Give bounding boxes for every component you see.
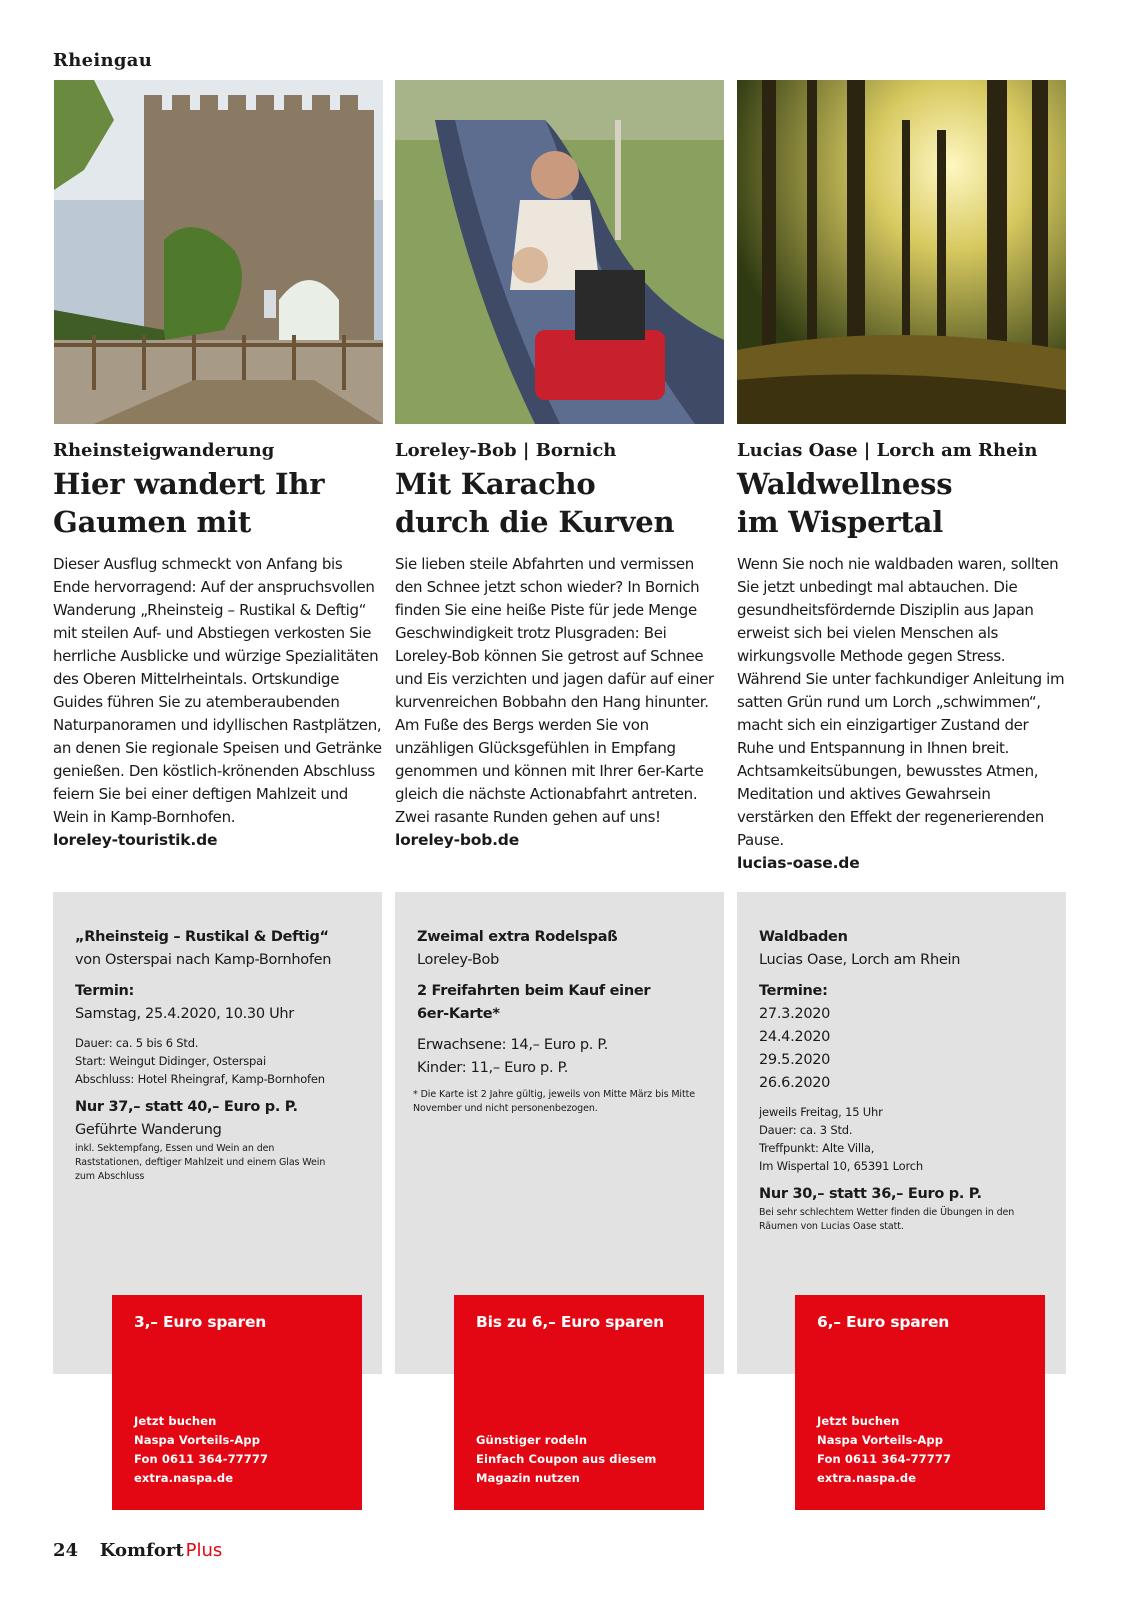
page-footer (53, 1540, 222, 1561)
headline: Mit Karacho durch die Kurven (395, 467, 675, 539)
footnote: * Die Karte ist 2 Jahre gültig, jeweils von Mitte März bis Mitte November und nicht personenbezogen. (413, 1089, 695, 1114)
price-children: Kinder: 11,– Euro p. P. (417, 1060, 569, 1076)
offer-title: „Rheinsteig – Rustikal & Deftig“ (75, 929, 329, 945)
date: 27.3.2020 (759, 1006, 831, 1022)
detail-line: Start: Weingut Didinger, Osterspai (75, 1054, 266, 1068)
offer-note: Bei sehr schlechtem Wetter finden die Übungen in den Räumen von Lucias Oase statt. (759, 1207, 1015, 1232)
website-link[interactable]: lucias-oase.de (737, 854, 860, 872)
toboggan-photo (395, 80, 724, 424)
detail-line: Dauer: ca. 5 bis 6 Std. (75, 1036, 199, 1050)
offer-price: Nur 30,– statt 36,– Euro p. P. (759, 1186, 982, 1202)
magazine-brand-plus: Plus (185, 1540, 223, 1561)
save-label: Bis zu 6,– Euro sparen (476, 1313, 664, 1331)
offer-price: Nur 37,– statt 40,– Euro p. P. (75, 1099, 298, 1115)
detail-line: Dauer: ca. 3 Std. (759, 1123, 853, 1137)
save-label: 3,– Euro sparen (134, 1313, 267, 1331)
termin-label: Termine: (759, 983, 828, 999)
website-link[interactable]: loreley-touristik.de (53, 831, 218, 849)
offer-title: Waldbaden (759, 929, 848, 945)
booking-info: Jetzt buchen Naspa Vorteils-App Fon 0611 364-77777 extra.naspa.de (817, 1414, 952, 1485)
offer-subtitle: Loreley-Bob (417, 952, 499, 968)
article-rheinsteig (53, 440, 382, 852)
detail-line: jeweils Freitag, 15 Uhr (759, 1105, 883, 1119)
date: 29.5.2020 (759, 1052, 831, 1068)
save-label: 6,– Euro sparen (817, 1313, 950, 1331)
coupon-loreley-bob[interactable] (454, 1295, 704, 1510)
termin-value: Samstag, 25.4.2020, 10.30 Uhr (75, 1006, 294, 1022)
coupon-waldbaden[interactable] (795, 1295, 1045, 1510)
headline: Hier wandert Ihr Gaumen mit (53, 467, 325, 539)
detail-line: Abschluss: Hotel Rheingraf, Kamp-Bornhofen (75, 1072, 325, 1086)
forest-photo (737, 80, 1066, 424)
offer-note: inkl. Sektempfang, Essen und Wein an den Raststationen, deftiger Mahlzeit und einem Glas Wein zum Abschluss (75, 1143, 326, 1182)
offer-subtitle: Lucias Oase, Lorch am Rhein (759, 952, 961, 968)
price-adults: Erwachsene: 14,– Euro p. P. (417, 1037, 608, 1053)
kicker: Rheinsteigwanderung (53, 440, 275, 461)
kicker: Loreley-Bob | Bornich (395, 440, 617, 461)
detail-line: Treffpunkt: Alte Villa, (759, 1141, 875, 1155)
body-text: Dieser Ausflug schmeckt von Anfang bis Ende hervorragend: Auf der anspruchsvollen Wanderung „Rheinsteig – Rustikal & Deftig“ mit steilen Auf- und Abstiegen verkosten Sie herrliche Ausblicke und würzige Spezialitäten des Oberen Mittelrheintals. Ortskundige Guides führen Sie zu atemberaubenden Naturpanoramen und idyllischen Rastplätzen, an denen Sie regionale Speisen und Getränke genießen. Den köstlich-krönenden Abschluss feiern Sie bei einer deftigen Mahlzeit und Wein in Kamp-Bornhofen. (53, 555, 382, 826)
magazine-brand: Komfort (99, 1540, 184, 1561)
kicker: Lucias Oase | Lorch am Rhein (737, 440, 1038, 461)
article-loreley-bob (395, 440, 724, 852)
body-text: Wenn Sie noch nie waldbaden waren, sollten Sie jetzt unbedingt mal abtauchen. Die gesundheitsfördernde Disziplin aus Japan erweist sich bei vielen Menschen als wirkungsvolle Methode gegen Stress. Während Sie unter fachkundiger Anleitung im satten Grün rund um Lorch „schwimmen“, macht sich ein einzigartiger Zustand der Ruhe und Entspannung in Ihnen breit. Achtsamkeitsübungen, bewusstes Atmen, Meditation und aktives Gewahrsein verstärken den Effekt der regenerierenden Pause. (737, 555, 1065, 849)
castle-photo (54, 80, 383, 424)
coupon-rheinsteig[interactable] (112, 1295, 362, 1510)
article-lucias-oase (737, 440, 1066, 875)
headline: Waldwellness im Wispertal (737, 467, 953, 539)
website-link[interactable]: loreley-bob.de (395, 831, 520, 849)
offer-title: Zweimal extra Rodelspaß (417, 929, 618, 945)
offer-price-sub: Geführte Wanderung (75, 1122, 222, 1138)
section-label: Rheingau (53, 50, 153, 71)
date: 26.6.2020 (759, 1075, 831, 1091)
termin-label: Termin: (75, 983, 135, 999)
booking-info: Günstiger rodeln Einfach Coupon aus diesem Magazin nutzen (476, 1433, 657, 1485)
booking-info: Jetzt buchen Naspa Vorteils-App Fon 0611 364-77777 extra.naspa.de (134, 1414, 269, 1485)
body-text: Sie lieben steile Abfahrten und vermissen den Schnee jetzt schon wieder? In Bornich finden Sie eine heiße Piste für jede Menge Geschwindigkeit trotz Plusgraden: Bei Loreley-Bob können Sie getrost auf Schnee und Eis verzichten und jagen dafür auf einer kurvenreichen Bobbahn den Hang hinunter. Am Fuße des Bergs werden Sie von unzähligen Glücksgefühlen in Empfang genommen und können mit Ihrer 6er-Karte gleich die nächste Actionabfahrt antreten. Zwei rasante Runden gehen auf uns! (395, 555, 714, 826)
offer-line: 2 Freifahrten beim Kauf einer 6er-Karte* (417, 983, 651, 1022)
offer-subtitle: von Osterspai nach Kamp-Bornhofen (75, 952, 332, 968)
detail-line: Im Wispertal 10, 65391 Lorch (759, 1159, 923, 1173)
date: 24.4.2020 (759, 1029, 831, 1045)
page-number: 24 (53, 1540, 79, 1561)
